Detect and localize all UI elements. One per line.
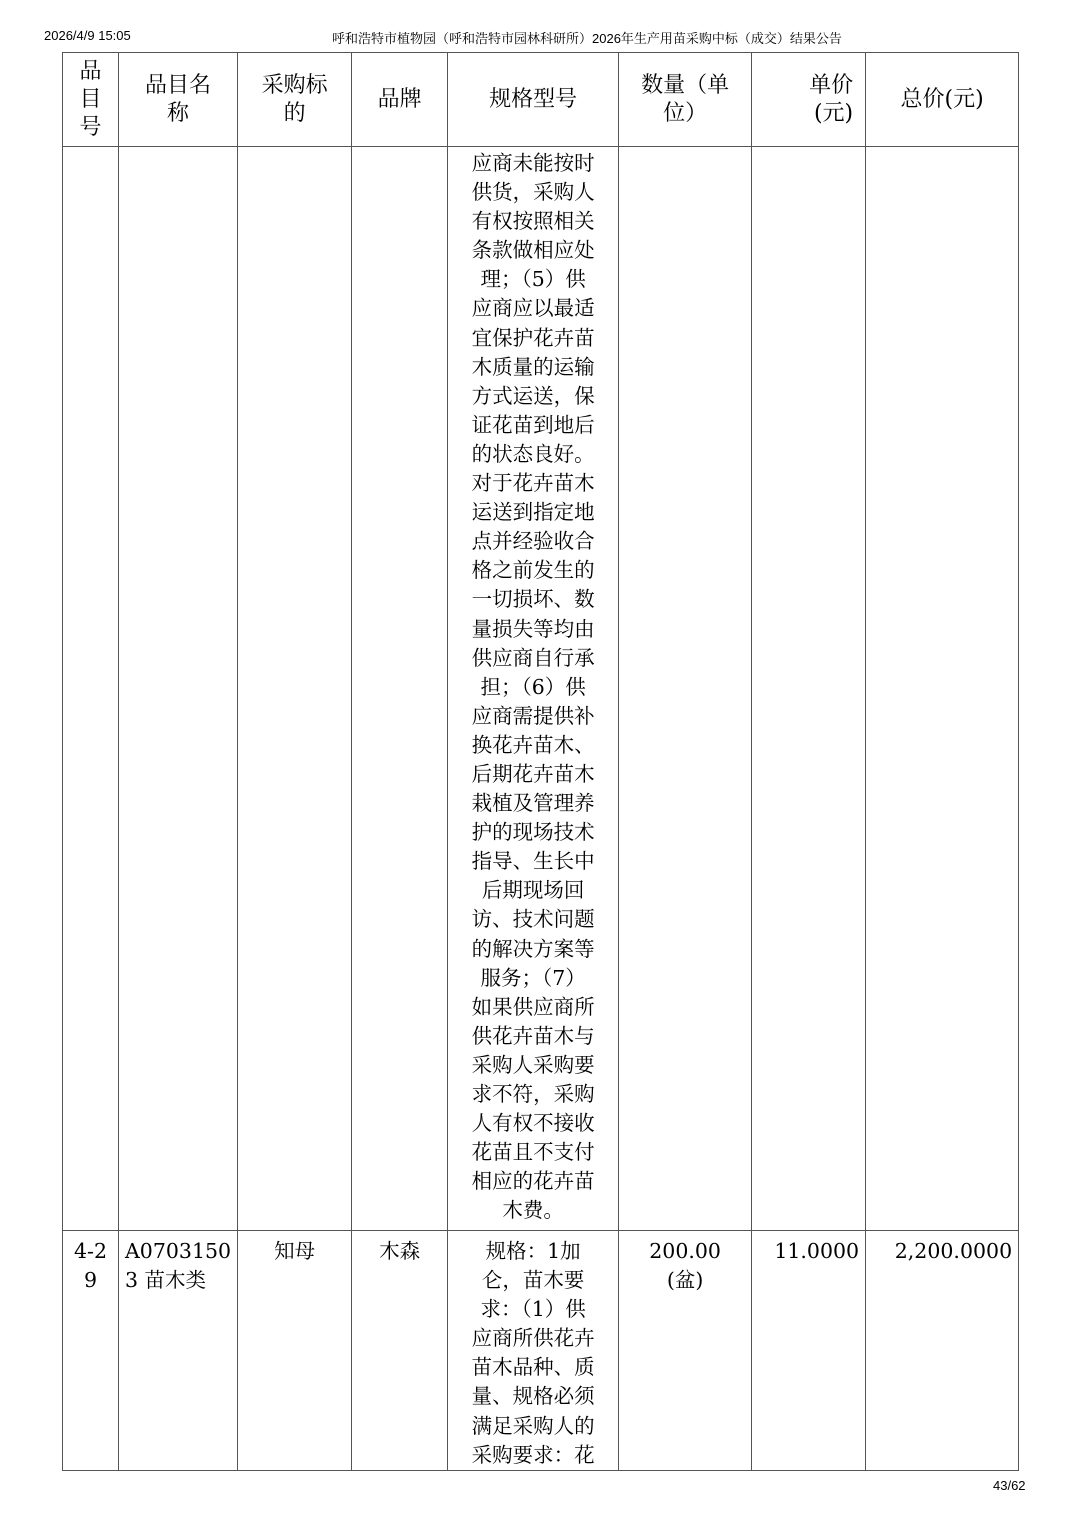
procurement-result-table [62, 52, 1019, 1471]
header-target: 采购标 的 [238, 53, 352, 147]
cell-item-no: 4-2 9 [63, 1231, 119, 1471]
spec-continuation-text: 应商未能按时 供货，采购人 有权按照相关 条款做相应处 理；（5）供 应商应以最适 宜保护花卉苗 木质量的运输 方式运送，保 证花苗到地后 的状态良好。 对于花卉苗木 运送到指定地 点并经验收合 格之前发生的 一切损坏、数 量损失等均由 供应商自行承 担；（6）供 应商需提供补 换花卉苗木、 后期花卉苗木 栽植及管理养 护的现场技术 指导、生长中 后期现场回 访、技术问题 的解决方案等 服务；（7） 如果供应商所 供花卉苗木与 采购人采购要 求不符，采购 人有权不接收 花苗且不支付 相应的花卉苗 木费。 [448, 147, 619, 1231]
header-spec: 规格型号 [448, 53, 619, 147]
document-title: 呼和浩特市植物园（呼和浩特市园林科研所）2026年生产用苗采购中标（成交）结果公告 [332, 31, 842, 46]
cell-unit-price: 11.0000 [752, 1231, 866, 1471]
page-number: 43/62 [993, 1478, 1026, 1493]
cell-empty [619, 147, 752, 1231]
header-brand: 品牌 [352, 53, 448, 147]
cell-quantity: 200.00 (盆) [619, 1231, 752, 1471]
cell-target: 知母 [238, 1231, 352, 1471]
header-item-name: 品目名 称 [119, 53, 238, 147]
cell-empty [866, 147, 1019, 1231]
cell-empty [119, 147, 238, 1231]
cell-empty [752, 147, 866, 1231]
page-datetime: 2026/4/9 15:05 [44, 28, 131, 43]
cell-category: A0703150 3 苗木类 [119, 1231, 238, 1471]
cell-empty [63, 147, 119, 1231]
header-item-no: 品 目 号 [63, 53, 119, 147]
header-total-price: 总价(元) [866, 53, 1019, 147]
cell-brand: 木森 [352, 1231, 448, 1471]
header-quantity: 数量（单 位） [619, 53, 752, 147]
table-row-continuation [63, 147, 1019, 1231]
cell-empty [238, 147, 352, 1231]
cell-empty [352, 147, 448, 1231]
table-header-row [63, 53, 1019, 147]
cell-total-price: 2,200.0000 [866, 1231, 1019, 1471]
cell-spec: 规格：1加 仑，苗木要 求：（1）供 应商所供花卉 苗木品种、质 量、规格必须 满足采购人的 采购要求：花 [448, 1231, 619, 1471]
header-unit-price: 单价 (元) [752, 53, 866, 147]
table-row [63, 1231, 1019, 1471]
